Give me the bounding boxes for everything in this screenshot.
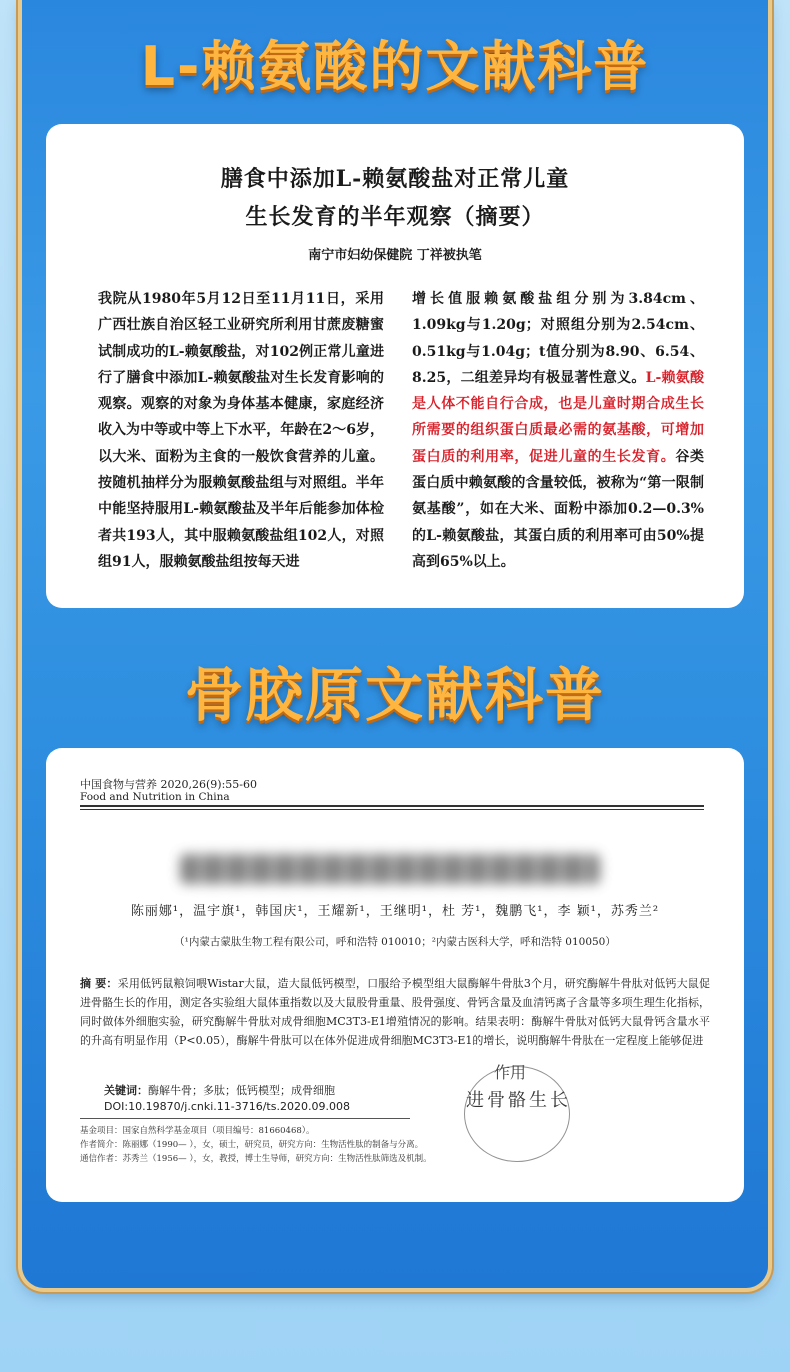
paper1-left-column: 我院从1980年5月12日至11月11日，采用广西壮族自治区轻工业研究所利用甘蔗废糖蜜试制成功的L-赖氨酸盐，对102例正常儿童进行了膳食中添加L-赖氨酸盐对生长发育影响的观察。观察的对象为身体基本健康，家庭经济收入为中等或中等上下水平，年龄在2～6岁，以大米、面粉为主食的一般饮食营养的儿童。按随机抽样分为服赖氨酸盐组与对照组。半年中能坚持服用L-赖氨酸盐及半年后能参加体检者共193人，其中服赖氨酸盐组102人，对照组91人，服赖氨酸盐组按每天进 [98,291,384,570]
paper2-doi: DOI:10.19870/j.cnki.11-3716/ts.2020.09.008 [104,1100,350,1113]
paper1-title-line2: 生长发育的半年观察（摘要） [245,204,545,230]
abstract-text: 采用低钙鼠粮饲喂Wistar大鼠，造大鼠低钙模型，口服给予模型组大鼠酶解牛骨肽3个月，研究酶解牛骨肽对低钙大鼠促进骨骼生长的作用，测定各实验组大鼠体重指数以及大鼠股骨重量、股骨强度、骨钙含量及血清钙离子含量等多项生理生化指标，同时做体外细胞实验，研究酶解牛骨肽对成骨细胞MC3T3-E1增殖情况的影响。结果表明：酶解牛骨肽对低钙大鼠骨钙含量水平的升高有明显作用（P<0.05），酶解牛骨肽可以在体外促进成骨细胞MC3T3-E1的增长，说明酶解牛骨肽在一定程度上能够促进 [80,977,710,1047]
header-rule [80,805,704,807]
footnote-rule [80,1118,410,1119]
paper1-highlight: L-赖氨酸是人体不能自行合成，也是儿童时期合成生长所需要的组织蛋白质最必需的氨基酸，可增加蛋白质的利用率，促进儿童的生长发育。 [412,369,705,465]
journal-name-en: Food and Nutrition in China [80,791,230,803]
paper1-right-intro: 增长值服赖氨酸盐组分别为3.84cm、1.09kg与1.20g；对照组分别为2.54cm、0.51kg与1.04g；t值分别为8.90、6.54、8.25，二组差异均有极显著性意义。 [412,291,704,386]
keywords-label: 关键词： [104,1084,148,1097]
footnote-correspondence: 通信作者：苏秀兰（1956— ），女，教授，博士生导师，研究方向：生物活性肽筛选及机制。 [80,1154,432,1164]
collagen-heading: 骨胶原文献科普 [184,661,605,729]
header-rule-thin [80,809,704,810]
journal-name: 中国食物与营养 2020,26(9):55-60 [80,778,257,791]
paper1-right-rest: 谷类蛋白质中赖氨酸的含量较低，被称为“第一限制氨基酸”，如在大米、面粉中添加0.2—0.3%的L-赖氨酸盐，其蛋白质的利用率可由50%提高到65%以上。 [412,448,705,570]
paper2-authors: 陈丽娜¹，温宇旗¹，韩国庆¹，王耀新¹，王继明¹，杜 芳¹，魏鹏飞¹，李 颖¹，苏秀兰² [130,904,660,919]
paper2-abstract [80,974,710,1050]
collagen-paper-card [46,748,744,1202]
paper1-title-line1: 膳食中添加L-赖氨酸盐对正常儿童 [220,166,570,192]
paper1-byline: 南宁市妇幼保健院 丁祥被执笔 [308,248,482,263]
paper1-right-column [412,286,704,575]
keywords-text: 酶解牛骨；多肽；低钙模型；成骨细胞 [148,1084,335,1097]
footnote-funding: 基金项目：国家自然科学基金项目（项目编号：81660468）。 [80,1126,315,1136]
blurred-title [180,854,600,884]
lysine-paper-card [46,124,744,608]
lysine-heading: L-赖氨酸的文献科普 [140,35,650,98]
abstract-label: 摘 要： [80,977,118,990]
paper2-affiliation: （¹内蒙古蒙肽生物工程有限公司，呼和浩特 010010；²内蒙古医科大学，呼和浩特 010050） [174,936,616,948]
footnote-author: 作者简介：陈丽娜（1990— ），女，硕士，研究员，研究方向：生物活性肽的制备与分离。 [80,1140,424,1150]
magnified-text: 进骨骼生长 [466,1090,571,1111]
paper2-keywords [104,1082,335,1098]
magnified-text-top: 作用 [494,1063,527,1082]
